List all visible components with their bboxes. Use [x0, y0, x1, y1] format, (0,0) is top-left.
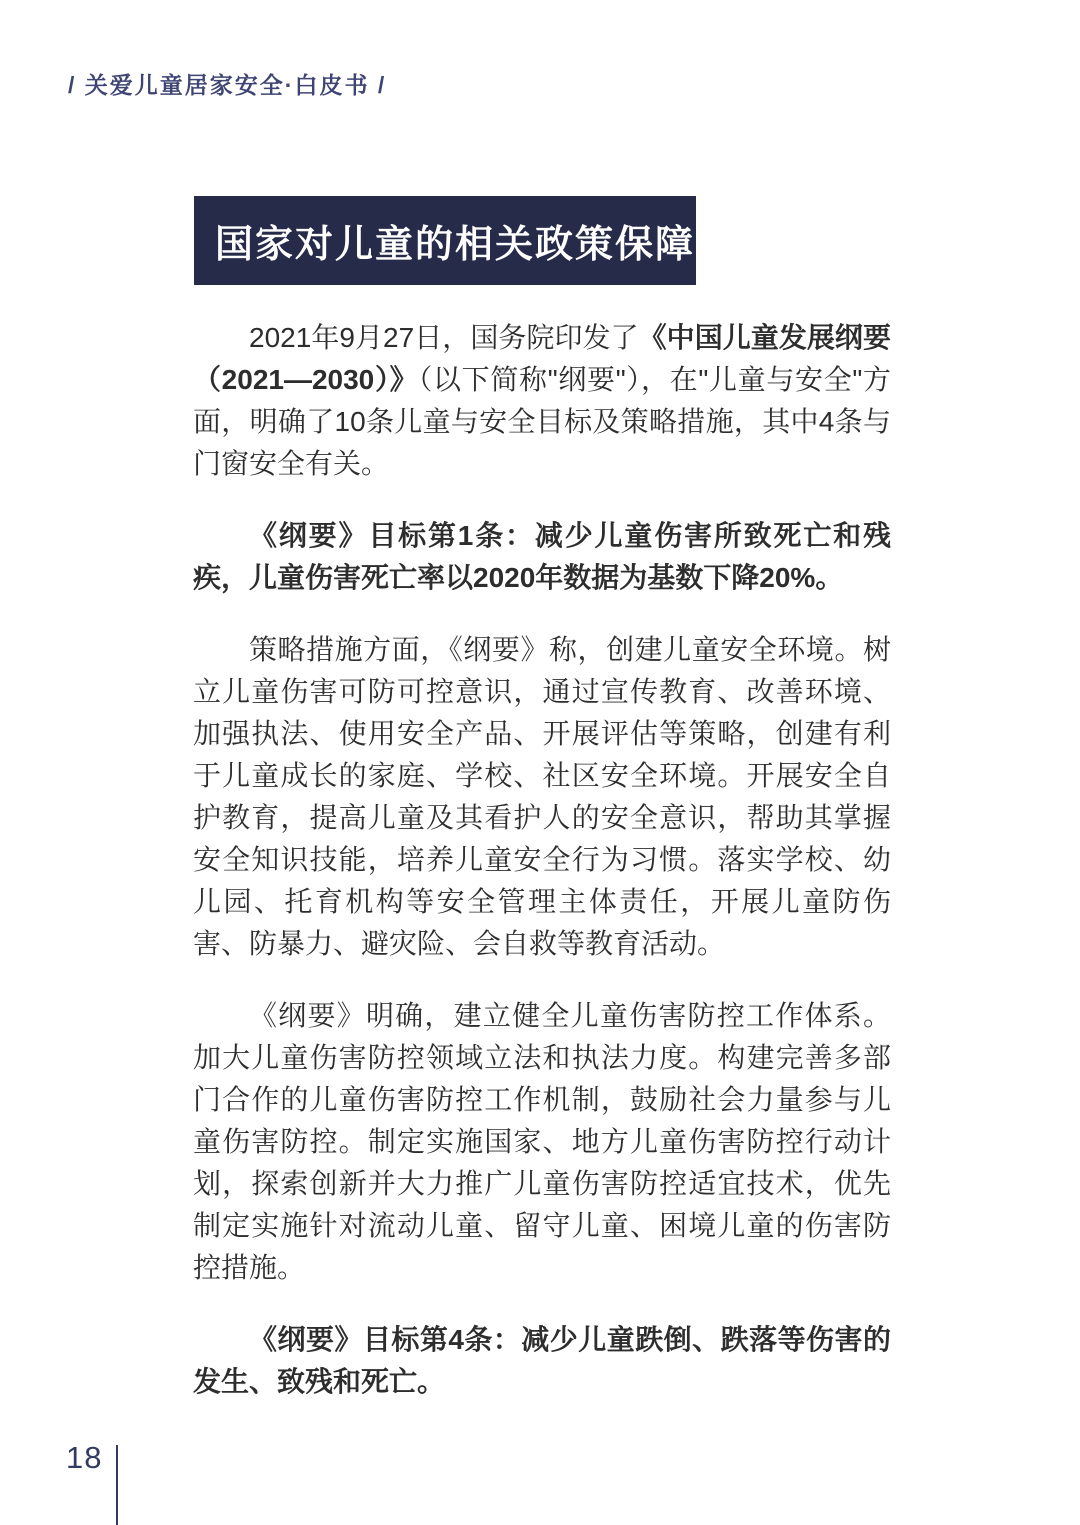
- paragraph-1-bold-title: 《中国儿童发展纲要（2021—2030）》: [193, 322, 891, 395]
- page-number: 18: [66, 1440, 103, 1475]
- body-content: [193, 317, 891, 1403]
- paragraph-1-lead: 2021年9月27日，国务院印发了: [249, 322, 639, 353]
- body-paragraph-2-goal-1: 《纲要》目标第1条：减少儿童伤害所致死亡和残疾，儿童伤害死亡率以2020年数据为基数下降20%。: [193, 520, 891, 593]
- section-title: 国家对儿童的相关政策保障: [215, 224, 696, 266]
- section-title-bar: [194, 196, 696, 285]
- footer-vertical-rule: [116, 1445, 118, 1525]
- running-header: / 关爱儿童居家安全·白皮书 /: [68, 72, 387, 98]
- body-paragraph-5-goal-4: 《纲要》目标第4条：减少儿童跌倒、跌落等伤害的发生、致残和死亡。: [193, 1324, 891, 1397]
- body-paragraph-1: [193, 317, 891, 485]
- body-paragraph-3: 策略措施方面，《纲要》称，创建儿童安全环境。树立儿童伤害可防可控意识，通过宣传教育、改善环境、加强执法、使用安全产品、开展评估等策略，创建有利于儿童成长的家庭、学校、社区安全环境。开展安全自护教育，提高儿童及其看护人的安全意识，帮助其掌握安全知识技能，培养儿童安全行为习惯。落实学校、幼儿园、托育机构等安全管理主体责任，开展儿童防伤害、防暴力、避灾险、会自救等教育活动。: [193, 634, 891, 959]
- paragraph-1-rest: （以下简称"纲要"），在"儿童与安全"方面，明确了10条儿童与安全目标及策略措施，其中4条与门窗安全有关。: [193, 364, 891, 479]
- body-paragraph-4: 《纲要》明确，建立健全儿童伤害防控工作体系。加大儿童伤害防控领域立法和执法力度。构建完善多部门合作的儿童伤害防控工作机制，鼓励社会力量参与儿童伤害防控。制定实施国家、地方儿童伤害防控行动计划，探索创新并大力推广儿童伤害防控适宜技术，优先制定实施针对流动儿童、留守儿童、困境儿童的伤害防控措施。: [193, 1000, 891, 1283]
